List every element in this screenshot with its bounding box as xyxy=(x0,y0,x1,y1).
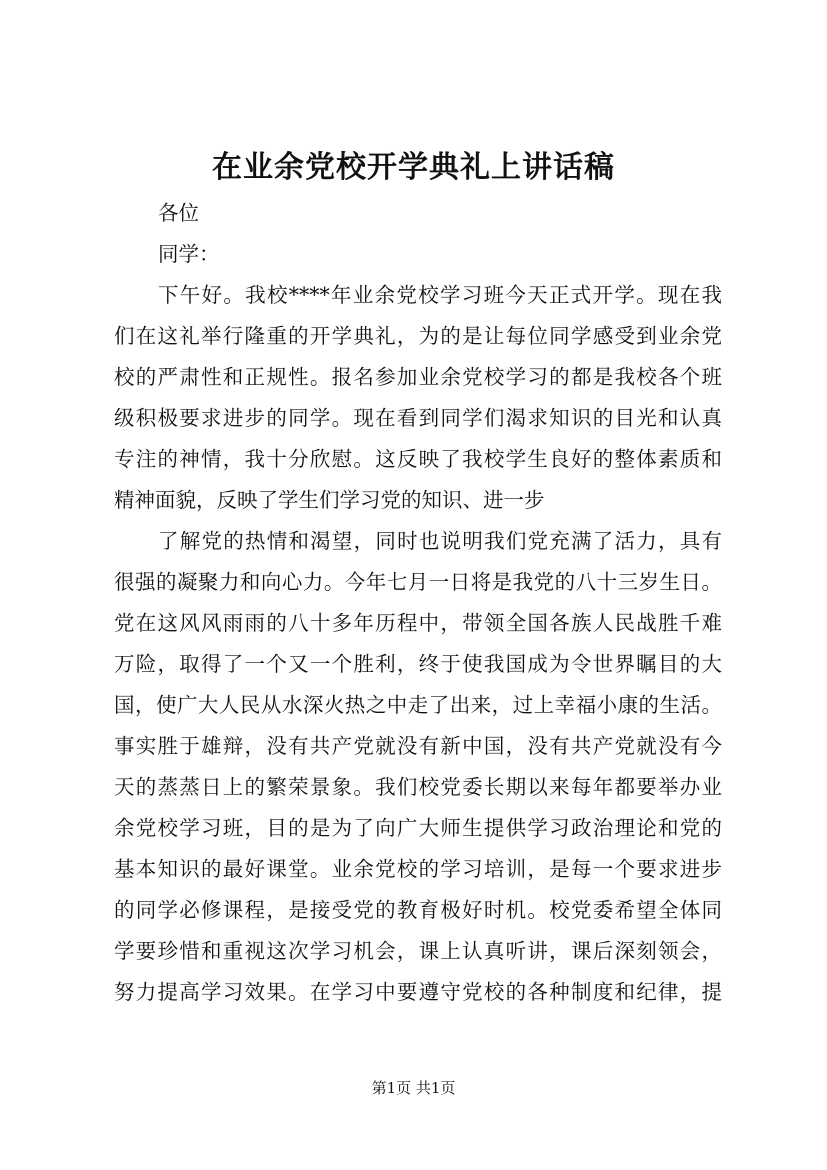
paragraph-line: 的同学必修课程，是接受党的教育极好时机。校党委希望全体同 xyxy=(114,898,722,922)
document-body xyxy=(114,193,722,1013)
paragraph-line: 很强的凝聚力和向心力。今年七月一日将是我党的八十三岁生日。 xyxy=(114,570,722,594)
paragraph-line: 国，使广大人民从水深火热之中走了出来，过上幸福小康的生活。 xyxy=(114,693,722,717)
paragraph-line: 同学： xyxy=(158,242,220,266)
paragraph-line: 学要珍惜和重视这次学习机会，课上认真听讲，课后深刻领会， xyxy=(114,939,722,963)
paragraph-line: 基本知识的最好课堂。业余党校的学习培训，是每一个要求进步 xyxy=(114,857,722,881)
paragraph-line: 校的严肃性和正规性。报名参加业余党校学习的都是我校各个班 xyxy=(114,365,722,389)
paragraph-line: 努力提高学习效果。在学习中要遵守党校的各种制度和纪律，提 xyxy=(114,980,722,1004)
paragraph-line: 了解党的热情和渴望，同时也说明我们党充满了活力，具有 xyxy=(158,529,722,553)
paragraph-line: 万险，取得了一个又一个胜利，终于使我国成为令世界瞩目的大 xyxy=(114,652,722,676)
paragraph-line: 精神面貌，反映了学生们学习党的知识、进一步 xyxy=(114,488,545,512)
paragraph-line: 党在这风风雨雨的八十多年历程中，带领全国各族人民战胜千难 xyxy=(114,611,722,635)
paragraph-line: 天的蒸蒸日上的繁荣景象。我们校党委长期以来每年都要举办业 xyxy=(114,775,722,799)
page-footer: 第1页 共1页 xyxy=(371,1079,456,1097)
paragraph-line: 级积极要求进步的同学。现在看到同学们渴求知识的目光和认真 xyxy=(114,406,722,430)
paragraph-line: 事实胜于雄辩，没有共产党就没有新中国，没有共产党就没有今 xyxy=(114,734,722,758)
paragraph-line: 们在这礼举行隆重的开学典礼，为的是让每位同学感受到业余党 xyxy=(114,324,722,348)
document-title: 在业余党校开学典礼上讲话稿 xyxy=(212,150,615,185)
paragraph-line: 余党校学习班，目的是为了向广大师生提供学习政治理论和党的 xyxy=(114,816,722,840)
paragraph-line: 各位 xyxy=(158,201,199,225)
paragraph-line: 专注的神情，我十分欣慰。这反映了我校学生良好的整体素质和 xyxy=(114,447,722,471)
paragraph-line: 下午好。我校****年业余党校学习班今天正式开学。现在我 xyxy=(158,283,722,307)
